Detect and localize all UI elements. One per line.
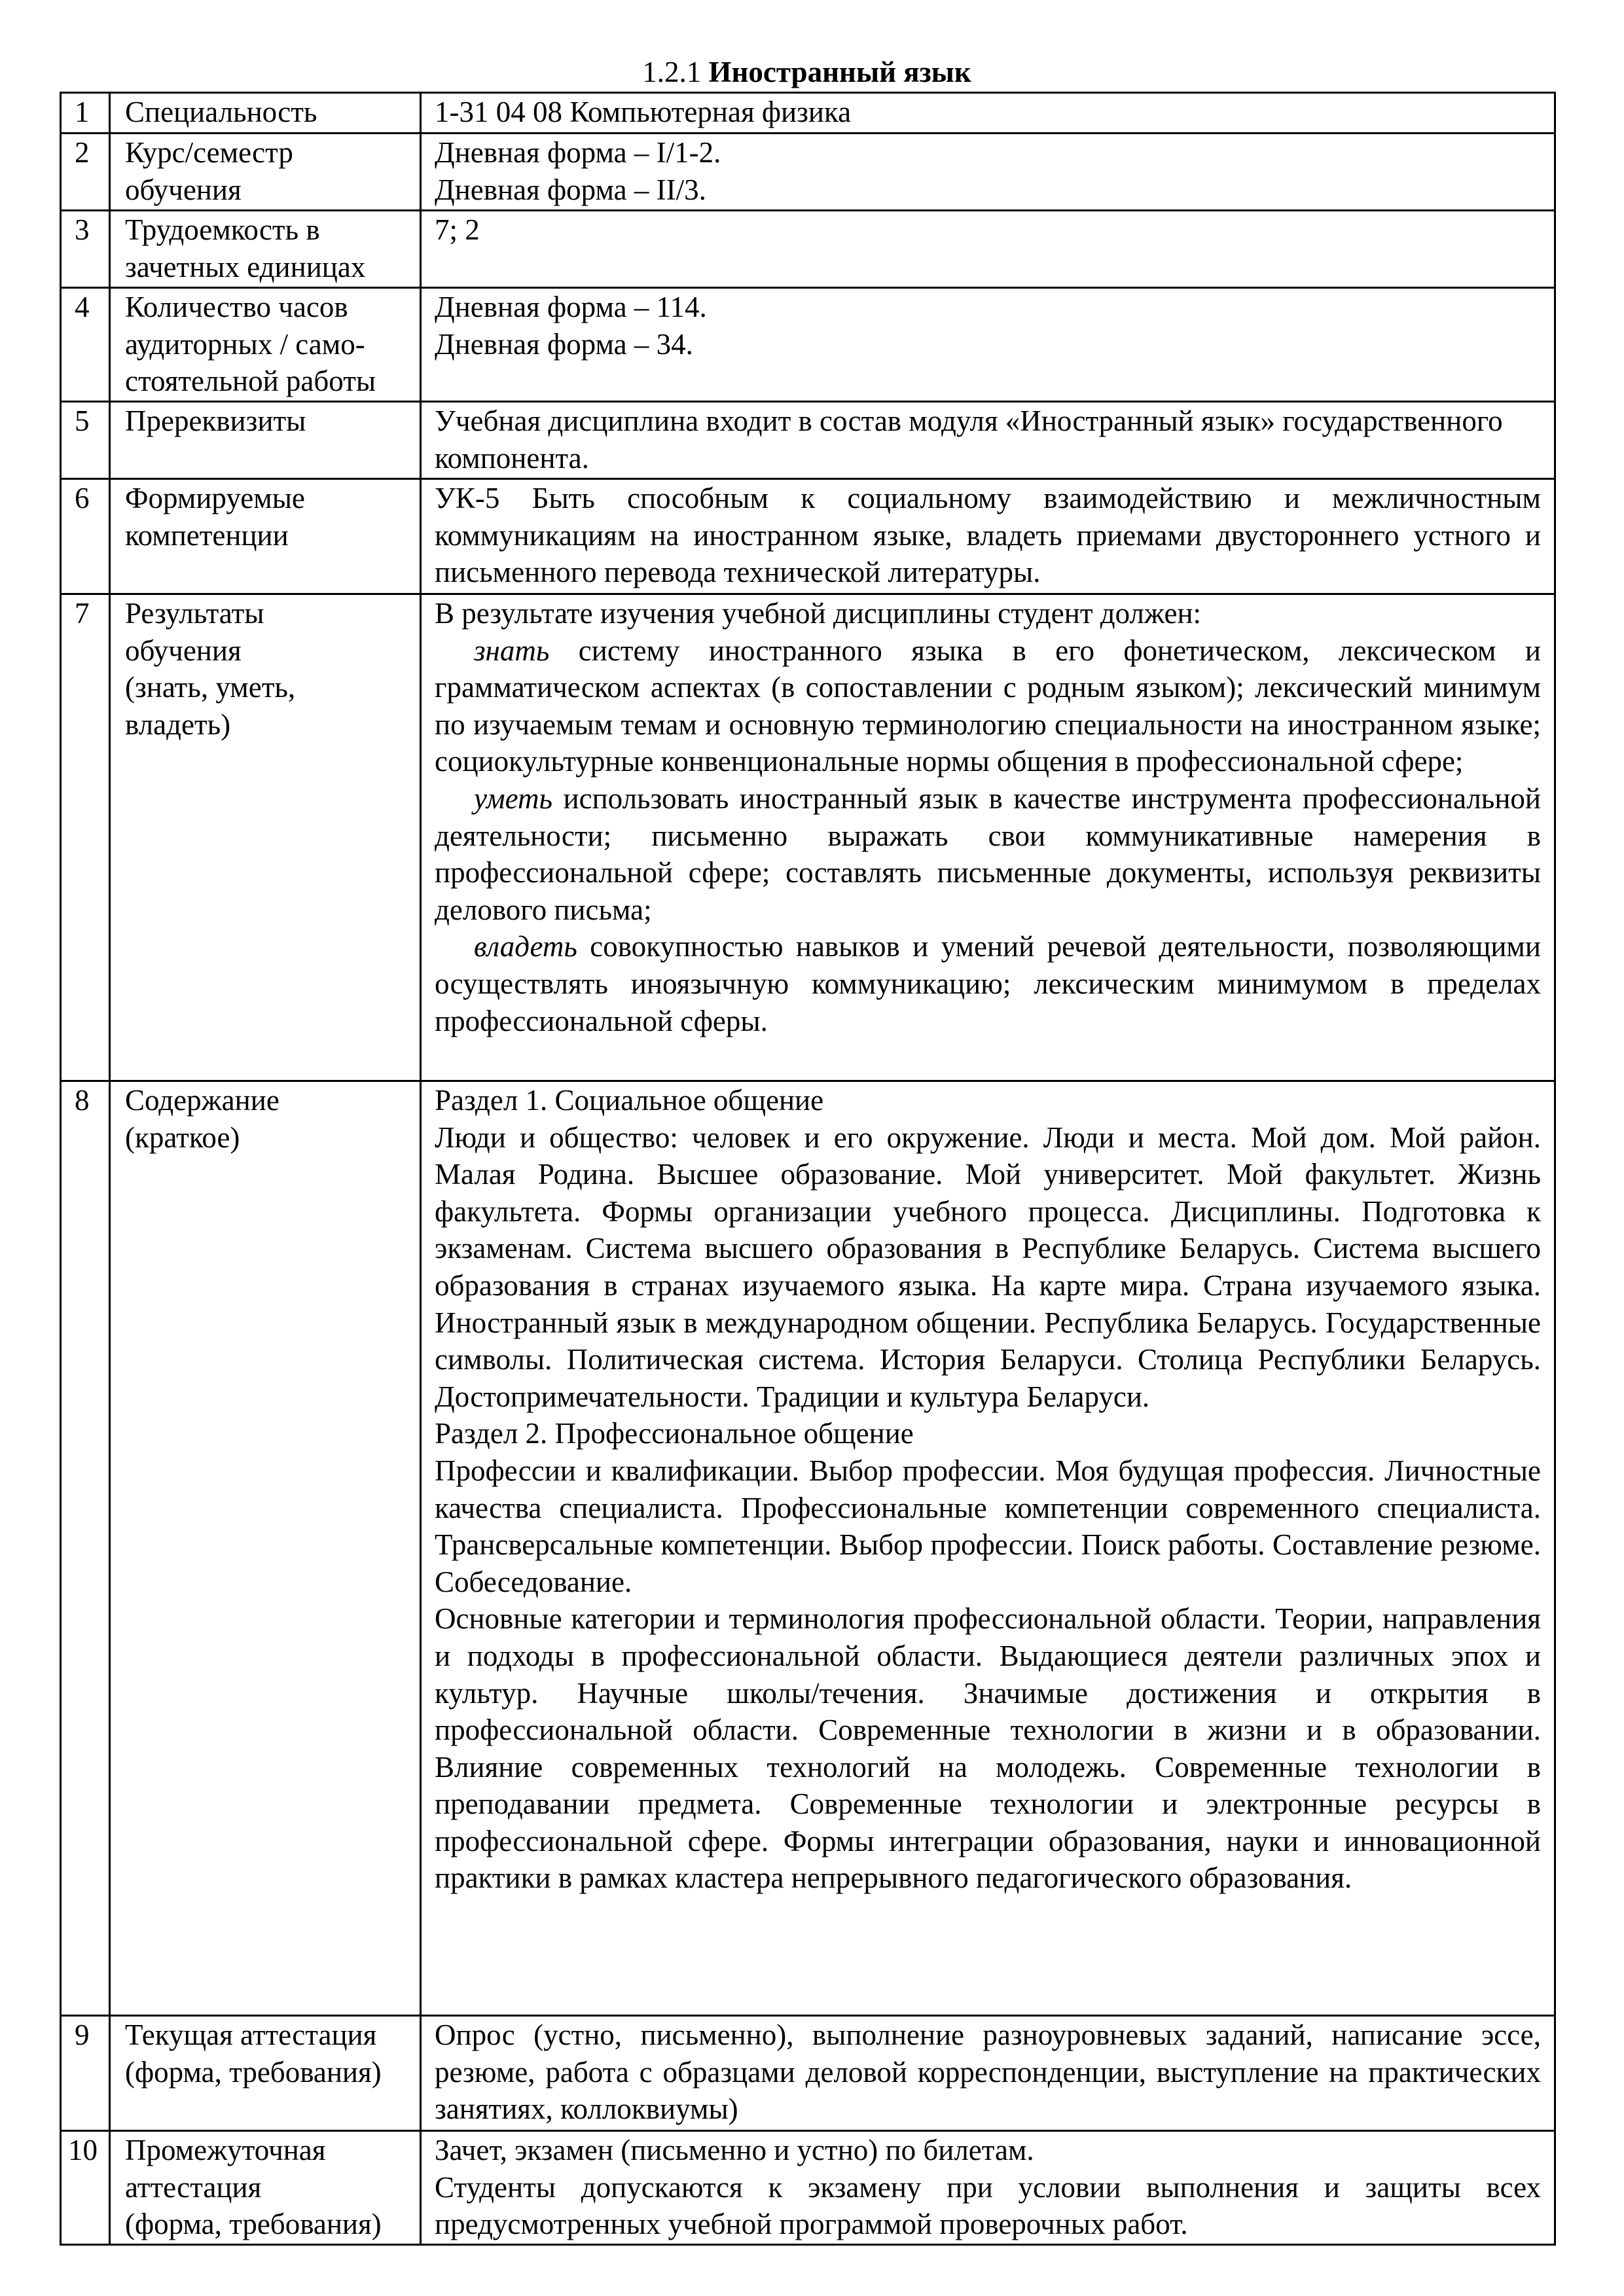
value-line: Дневная форма – 34.	[435, 327, 693, 361]
document-page	[60, 52, 1554, 2246]
results-term: владеть	[474, 930, 577, 963]
value-line: Студенты допускаются к экзамену при условии выполнения и защиты всех предусмотренных учебной программой проверочных работ.	[435, 2170, 1541, 2241]
value-line: Опрос (устно, письменно), выполнение разноуровневых заданий, написание эссе, резюме, работа с образцами деловой корреспонденции, выступление на практических занятиях, коллоквиумы)	[435, 2018, 1541, 2126]
results-intro: В результате изучения учебной дисциплины студент должен:	[435, 597, 1202, 630]
table-row	[61, 288, 1555, 402]
table-row	[61, 1081, 1555, 2016]
row-value	[421, 2016, 1555, 2131]
row-label: Курс/семестр обучения	[110, 134, 421, 211]
row-number: 7	[61, 594, 110, 1081]
row-value	[421, 211, 1555, 288]
row-value	[421, 134, 1555, 211]
value-line: Дневная форма – II/3.	[435, 173, 706, 206]
row-number: 3	[61, 211, 110, 288]
content-paragraph: Профессии и квалификации. Выбор профессии. Моя будущая профессия. Личностные качества специалиста. Профессиональные компетенции современного специалиста. Трансверсальные компетенции. Выбор профессии. Поиск работы. Составление резюме. Собеседование.	[435, 1454, 1541, 1598]
row-label: Текущая аттестация (форма, требования)	[110, 2016, 421, 2131]
value-line: 7; 2	[435, 213, 480, 246]
results-text: совокупностью навыков и умений речевой деятельности, позволяющими осуществлять иноязычную коммуникацию; лексическим минимумом в пределах профессиональной сферы.	[435, 930, 1541, 1037]
row-number: 4	[61, 288, 110, 402]
value-line: Дневная форма – I/1-2.	[435, 136, 721, 169]
row-number: 8	[61, 1081, 110, 2016]
results-item	[435, 928, 1541, 1039]
value-line: Дневная форма – 114.	[435, 291, 707, 323]
row-label: Формируемые компетенции	[110, 479, 421, 594]
content-paragraph: Люди и общество: человек и его окружение. Люди и места. Мой дом. Мой район. Малая Родина. Высшее образование. Мой университет. Мой факультет. Жизнь факультета. Формы организации учебного процесса. Дисциплины. Подготовка к экзаменам. Система высшего образования в Республике Беларусь. Система высшего образования в странах изучаемого языка. На карте мира. Страна изучаемого языка. Иностранный язык в международном общении. Республика Беларусь. Государственные символы. Политическая система. История Беларуси. Столица Республики Беларусь. Достопримечательности. Традиции и культура Беларуси.	[435, 1121, 1541, 1413]
row-label: Промежуточная аттестация (форма, требования)	[110, 2131, 421, 2245]
row-label: Пререквизиты	[110, 402, 421, 479]
row-number: 6	[61, 479, 110, 594]
results-item	[435, 632, 1541, 780]
value-line: Зачет, экзамен (письменно и устно) по билетам.	[435, 2134, 1034, 2166]
results-item	[435, 780, 1541, 928]
page-title	[60, 52, 1554, 92]
row-number: 5	[61, 402, 110, 479]
table-row	[61, 134, 1555, 211]
row-label: Трудоемкость в зачетных единицах	[110, 211, 421, 288]
section-number: 1.2.1	[642, 56, 702, 88]
table-row	[61, 594, 1555, 1081]
row-number: 10	[61, 2131, 110, 2245]
row-value	[421, 402, 1555, 479]
value-line: Учебная дисциплина входит в состав модуля «Иностранный язык» государственного компонента.	[435, 404, 1503, 475]
row-label: Специальность	[110, 93, 421, 134]
discipline-table	[60, 92, 1556, 2246]
value-line: 1-31 04 08 Компьютерная физика	[435, 96, 852, 128]
table-row	[61, 211, 1555, 288]
row-value	[421, 1081, 1555, 2016]
results-text: использовать иностранный язык в качестве инструмента профессиональной деятельности; письменно выражать свои коммуникативные намерения в профессиональной сфере; составлять письменные документы, используя реквизиты делового письма;	[435, 781, 1541, 926]
section-heading: Раздел 1. Социальное общение	[435, 1084, 824, 1117]
results-term: уметь	[474, 781, 552, 815]
row-number: 2	[61, 134, 110, 211]
table-row	[61, 93, 1555, 134]
value-line: УК-5 Быть способным к социальному взаимодействию и межличностным коммуникациям на иностранном языке, владеть приемами двустороннего устного и письменного перевода технической литературы.	[435, 482, 1541, 589]
row-label: Результаты обучения (знать, уметь, владеть)	[110, 594, 421, 1081]
table-row	[61, 2016, 1555, 2131]
row-label: Содержание (краткое)	[110, 1081, 421, 2016]
table-row	[61, 402, 1555, 479]
row-value	[421, 479, 1555, 594]
results-term: знать	[474, 634, 550, 667]
content-paragraph: Основные категории и терминология профессиональной области. Теории, направления и подходы в профессиональной области. Выдающиеся деятели различных эпох и культур. Научные школы/течения. Значимые достижения и открытия в профессиональной области. Современные технологии в жизни и в образовании. Влияние современных технологий на молодежь. Современные технологии в преподавании предмета. Современные технологии и электронные ресурсы в профессиональной сфере. Формы интеграции образования, науки и инновационной практики в рамках кластера непрерывного педагогического образования.	[435, 1602, 1541, 1895]
row-value	[421, 2131, 1555, 2245]
row-value	[421, 288, 1555, 402]
discipline-name: Иностранный язык	[708, 56, 971, 88]
row-label: Количество часов аудиторных / само- стоятельной работы	[110, 288, 421, 402]
table-row	[61, 479, 1555, 594]
results-text: систему иностранного языка в его фонетическом, лексическом и грамматическом аспектах (в сопоставлении с родным языком); лексический минимум по изучаемым темам и основную терминологию специальности на иностранном языке; социокультурные конвенциональные нормы общения в профессиональной сфере;	[435, 634, 1541, 778]
row-value	[421, 594, 1555, 1081]
row-number: 1	[61, 93, 110, 134]
table-row	[61, 2131, 1555, 2245]
row-value	[421, 93, 1555, 134]
row-number: 9	[61, 2016, 110, 2131]
section-heading: Раздел 2. Профессиональное общение	[435, 1417, 914, 1450]
